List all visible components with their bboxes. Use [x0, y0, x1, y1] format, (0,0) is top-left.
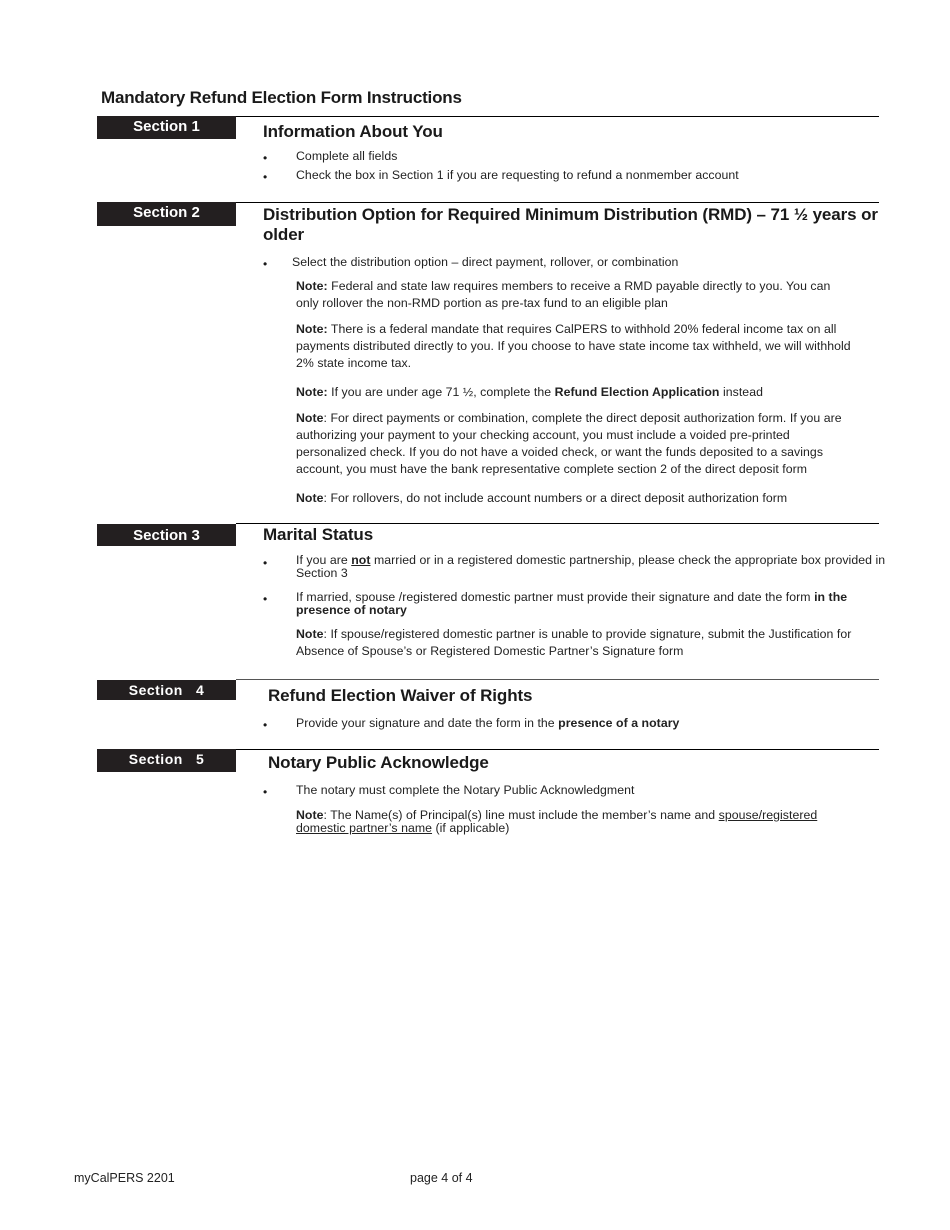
section-2-note-4: Note: For direct payments or combination, complete the direct deposit authorization form. If you are authorizing your payment to your checking account, you must include a voided pre-printed personalized check. If you do not have a voided check, or want the funds deposited to a savings account, you must have the bank representative complete section 2 of the direct deposit form	[296, 411, 842, 476]
section-divider	[236, 679, 879, 680]
section-1-bullet-2: Check the box in Section 1 if you are requesting to refund a nonmember account	[296, 168, 739, 182]
section-3-bullet-2: If married, spouse /registered domestic partner must provide their signature and date the form in the presence of notary	[296, 590, 848, 617]
section-3-heading: Marital Status	[263, 525, 374, 544]
section-divider	[236, 202, 879, 203]
bullet: •	[263, 556, 268, 570]
section-1-bullet-1: Complete all fields	[296, 149, 398, 163]
notary-emphasis: in the presence of notary	[296, 590, 848, 617]
note-label: Note:	[296, 385, 328, 399]
note-label: Note	[296, 491, 324, 505]
note-label: Note:	[296, 322, 328, 336]
section-4-heading: Refund Election Waiver of Rights	[268, 686, 533, 705]
section-5-bullet-1: The notary must complete the Notary Public Acknowledgment	[296, 783, 635, 797]
section-5-heading: Notary Public Acknowledge	[268, 753, 489, 772]
section-3-label: Section 3	[97, 524, 236, 546]
spouse-name-underlined: spouse/registered domestic partner’s name	[296, 808, 818, 835]
section-2-note-2: Note: There is a federal mandate that requires CalPERS to withhold 20% federal income tax on all payments distributed directly to you. If you choose to have state income tax withheld, we will withhold 2% state income tax.	[296, 322, 851, 370]
section-2-bullet-1: Select the distribution option – direct payment, rollover, or combination	[292, 255, 679, 269]
section-2-note-1: Note: Federal and state law requires members to receive a RMD payable directly to you. You can only rollover the non-RMD portion as pre-tax fund to an eligible plan	[296, 279, 831, 310]
note-label: Note	[296, 627, 324, 641]
section-2-note-5: Note: For rollovers, do not include account numbers or a direct deposit authorization form	[296, 491, 788, 505]
notary-emphasis: presence of a notary	[558, 716, 680, 730]
note-label: Note	[296, 808, 324, 822]
section-divider	[236, 749, 879, 750]
note-label: Note:	[296, 279, 328, 293]
section-4-bullet-1: Provide your signature and date the form in the presence of a notary	[296, 716, 680, 730]
bullet: •	[263, 592, 268, 606]
section-4-label: Section 4	[97, 680, 236, 700]
section-2-label: Section 2	[97, 202, 236, 226]
bullet: •	[263, 151, 268, 165]
bullet: •	[263, 785, 268, 799]
section-divider	[236, 523, 879, 524]
section-5-note: Note: The Name(s) of Principal(s) line must include the member’s name and spouse/registered domestic partner’s name (if applicable)	[296, 808, 818, 835]
note-label: Note	[296, 411, 324, 425]
section-3-bullet-1: If you are not married or in a registered domestic partnership, please check the appropriate box provided in Section 3	[296, 553, 886, 580]
section-1-label: Section 1	[97, 116, 236, 139]
footer-page-number: page 4 of 4	[410, 1171, 473, 1185]
page-title: Mandatory Refund Election Form Instructions	[101, 88, 462, 107]
refund-election-application-ref: Refund Election Application	[554, 385, 720, 399]
bullet: •	[263, 718, 268, 732]
not-emphasis: not	[351, 553, 371, 567]
section-1-heading: Information About You	[263, 122, 443, 141]
section-2-note-3: Note: If you are under age 71 ½, complete the Refund Election Application instead	[296, 385, 763, 399]
section-2-heading: Distribution Option for Required Minimum Distribution (RMD) – 71 ½ years or older	[263, 205, 878, 244]
section-3-note: Note: If spouse/registered domestic partner is unable to provide signature, submit the Justification for Absence of Spouse’s or Registered Domestic Partner’s Signature form	[296, 627, 852, 658]
section-divider	[236, 116, 879, 117]
section-5-label: Section 5	[97, 749, 236, 772]
bullet: •	[263, 170, 268, 184]
bullet: •	[263, 257, 268, 271]
footer-form-id: myCalPERS 2201	[74, 1171, 175, 1185]
